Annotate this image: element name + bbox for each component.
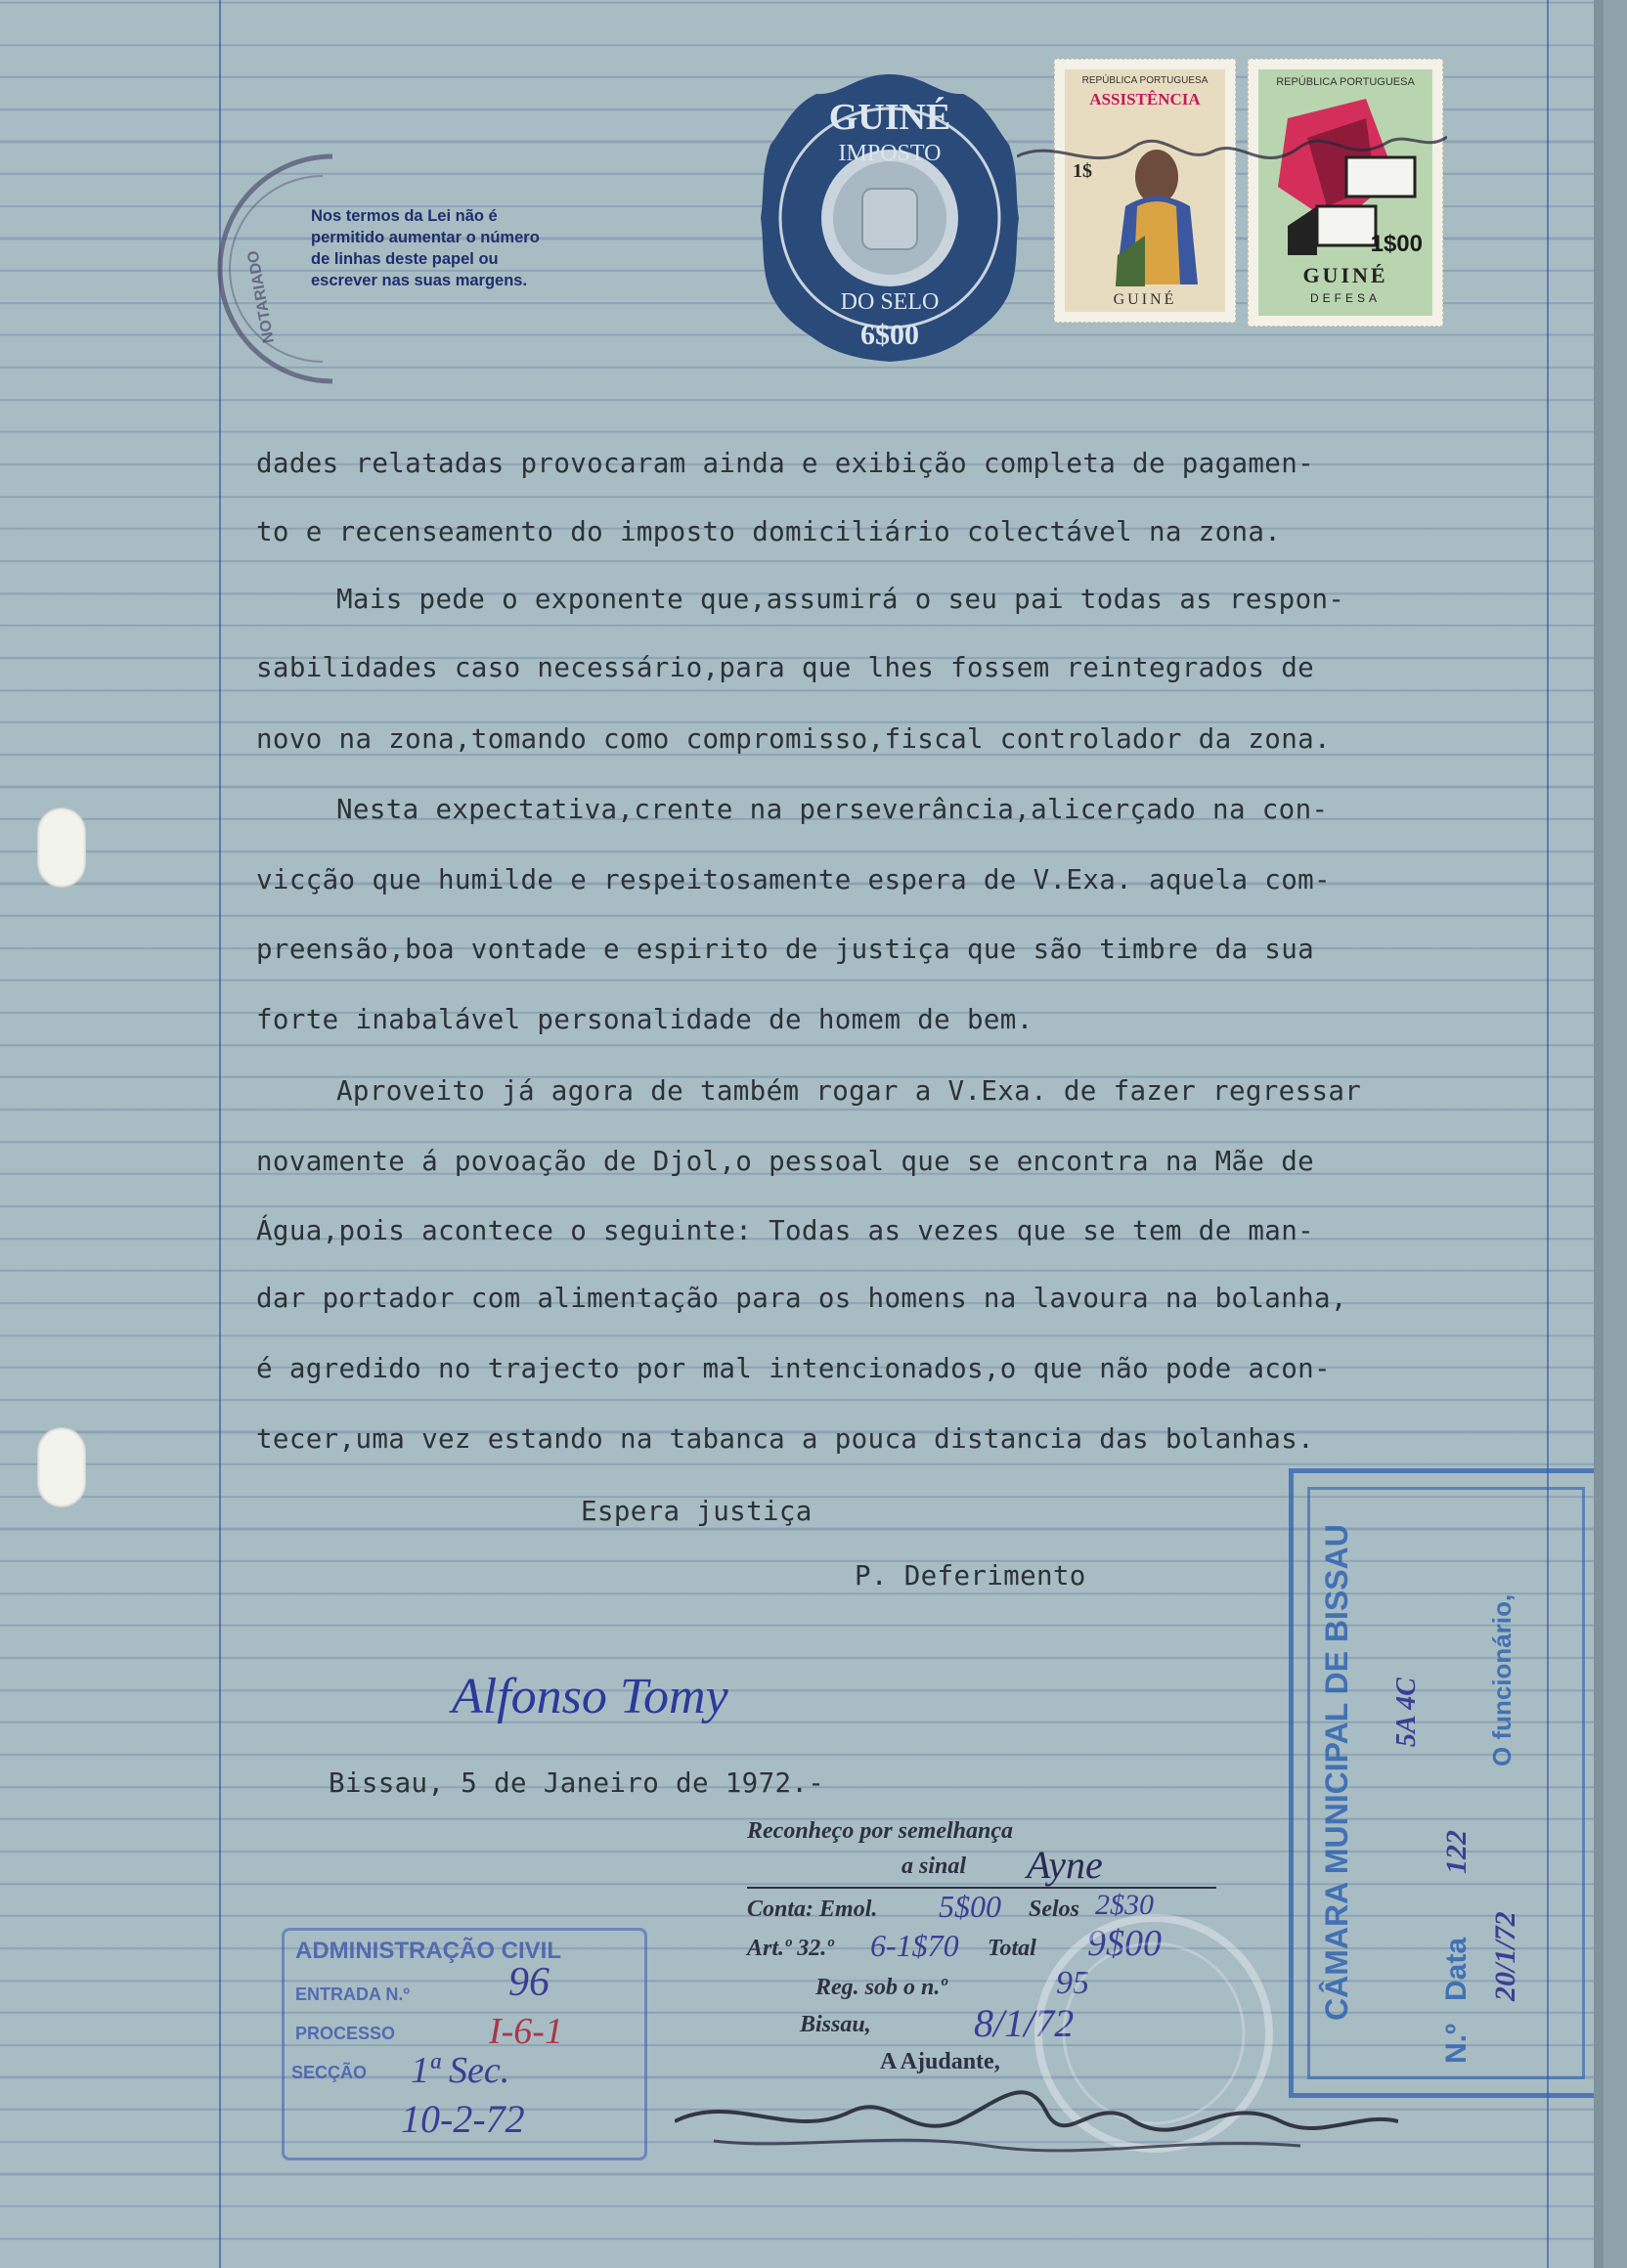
notary-selos-value: 2$30 (1095, 1889, 1154, 1921)
notary-emol-value: 5$00 (939, 1889, 1001, 1924)
camara-stamp-title: CÂMARA MUNICIPAL DE BISSAU (1319, 1524, 1354, 2021)
notary-recognition: Reconheço por semelhança (747, 1818, 1013, 1844)
notary-art-label: Art.º 32.º (747, 1936, 834, 1961)
notary-reg-label: Reg. sob o n.º (815, 1975, 947, 2000)
punch-hole-top (37, 807, 86, 888)
stamp-cancellation-scribble (1017, 108, 1447, 196)
seal-value: 6$00 (860, 319, 919, 351)
notary-reg-value: 95 (1056, 1965, 1089, 2001)
admin-date: 10-2-72 (401, 2097, 525, 2141)
header-notice: Nos termos da Lei não é permitido aumentar o número de linhas deste papel ou escrever nas suas margens. (311, 207, 540, 289)
admin-processo-label: PROCESSO (295, 2024, 396, 2043)
camara-data-value: 20/1/72 (1489, 1911, 1521, 2001)
notary-total-label: Total (988, 1936, 1036, 1961)
body-line: preensão,boa vontade e espirito de justiça que são timbre da sua (256, 934, 1315, 965)
admin-seccao-value: 1ª Sec. (411, 2050, 510, 2091)
body-line: vicção que humilde e respeitosamente espera de V.Exa. aquela com- (256, 864, 1331, 895)
notary-conta-label: Conta: Emol. (747, 1897, 878, 1922)
body-line: dar portador com alimentação para os homens na lavoura na bolanha, (256, 1283, 1347, 1314)
camara-no-value: 122 (1440, 1830, 1473, 1874)
camara-funcionario-label: O funcionário, (1487, 1593, 1517, 1766)
stamp-left-title: ASSISTÊNCIA (1089, 90, 1201, 109)
body-line: tecer,uma vez estando na tabanca a pouca distancia das bolanhas. (256, 1423, 1315, 1455)
stamp-left-value: 1$ (1073, 160, 1092, 182)
body-line: Nesta expectativa,crente na perseverância,alicerçado na con- (336, 794, 1329, 825)
admin-processo-value: I-6-1 (489, 2011, 563, 2052)
deferimento-text: P. Deferimento (855, 1560, 1086, 1592)
stamp-left-bottom: GUINÉ (1113, 291, 1177, 308)
notary-round-stamp-text: NOTARIADO (244, 249, 278, 345)
admin-entrada-value: 96 (508, 1960, 550, 2005)
camara-code: 5A 4C (1391, 1678, 1422, 1747)
body-line: novo na zona,tomando como compromisso,fiscal controlador da zona. (256, 723, 1331, 755)
body-line: Mais pede o exponente que,assumirá o seu pai todas as respon- (336, 584, 1345, 615)
camara-municipal-stamp (1289, 1468, 1604, 2098)
body-line: dades relatadas provocaram ainda e exibição completa de pagamen- (256, 448, 1315, 479)
seal-shield-icon (862, 189, 917, 249)
stamp-left-country: REPÚBLICA PORTUGUESA (1081, 75, 1209, 86)
camara-data-label: Data (1440, 1937, 1473, 2001)
body-line: sabilidades caso necessário,para que lhes fossem reintegrados de (256, 652, 1315, 683)
body-line: Aproveito já agora de também rogar a V.Exa. de fazer regressar (336, 1075, 1362, 1107)
body-line: Água,pois acontece o seguinte: Todas as vezes que se tem de man- (256, 1215, 1315, 1246)
camara-no-label: N.º (1440, 2024, 1473, 2064)
body-line: novamente á povoação de Djol,o pessoal que se encontra na Mãe de (256, 1146, 1315, 1177)
notary-selos-label: Selos (1029, 1897, 1080, 1922)
place-date: Bissau, 5 de Janeiro de 1972.- (329, 1767, 825, 1799)
body-line: forte inabalável personalidade de homem de bem. (256, 1004, 1033, 1035)
admin-seccao-label: SECÇÃO (291, 2063, 368, 2082)
stamp-right-subtitle: DEFESA (1309, 291, 1382, 305)
notary-bissau-label: Bissau, (800, 2012, 871, 2037)
notary-sinal-label: a sinal (901, 1854, 967, 1879)
seal-type: IMPOSTO (838, 141, 942, 166)
body-line: to e recenseamento do imposto domiciliário colectável na zona. (256, 516, 1282, 547)
notary-ajudante: A Ajudante, (880, 2049, 1000, 2074)
seal-subtype: DO SELO (840, 289, 940, 315)
notary-date: 8/1/72 (974, 2001, 1075, 2045)
notary-total-value: 9$00 (1087, 1923, 1162, 1964)
stamp-right-country: REPÚBLICA PORTUGUESA (1276, 76, 1415, 88)
stamp-right-value: 1$00 (1370, 231, 1423, 257)
admin-entrada-label: ENTRADA N.º (295, 1984, 410, 2004)
punch-hole-bottom (37, 1427, 86, 1507)
seal-country: GUINÉ (828, 97, 951, 138)
body-line: é agredido no trajecto por mal intencionados,o que não pode acon- (256, 1353, 1331, 1384)
revenue-seal (753, 66, 1027, 370)
closing-text: Espera justiça (581, 1496, 813, 1527)
notary-sinal-signature: Ayne (1027, 1843, 1103, 1887)
stamp-right-name: GUINÉ (1302, 263, 1388, 287)
notary-art-value: 6-1$70 (870, 1928, 959, 1963)
applicant-signature: Alfonso Tomy (452, 1669, 728, 1724)
admin-stamp-title: ADMINISTRAÇÃO CIVIL (295, 1938, 561, 1964)
